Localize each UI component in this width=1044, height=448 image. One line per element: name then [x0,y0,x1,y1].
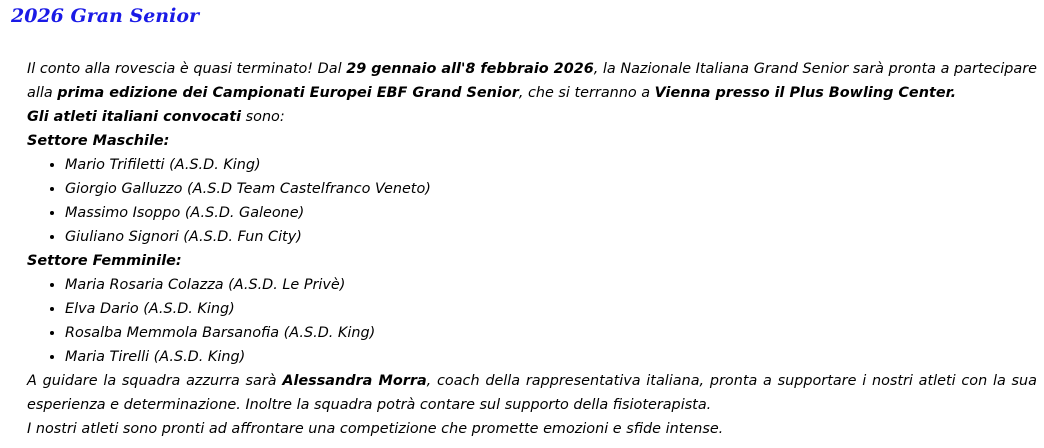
closing-paragraph [27,369,1037,417]
intro-text-1: Il conto alla rovescia è quasi terminato! Dal [27,61,347,77]
list-item: • Giorgio Galluzzo (A.S.D Team Castelfranco Veneto) [65,177,1037,201]
convocati-suffix: sono: [241,109,285,125]
male-athletes-list [27,153,1037,249]
female-athletes-list [27,273,1037,369]
list-item: • Mario Trifiletti (A.S.D. King) [65,153,1037,177]
list-item: • Maria Rosaria Colazza (A.S.D. Le Privè) [65,273,1037,297]
convocati-line [27,105,1037,129]
list-item: • Giuliano Signori (A.S.D. Fun City) [65,225,1037,249]
closing-text-1: A guidare la squadra azzurra sarà [27,373,283,389]
event-name: prima edizione dei Campionati Europei EBF Grand Senior [57,85,519,101]
convocati-label: Gli atleti italiani convocati [27,109,242,125]
female-section-heading: Settore Femminile: [27,253,182,269]
event-venue: Vienna presso il Plus Bowling Center. [654,85,957,101]
final-paragraph: I nostri atleti sono pronti ad affrontare una competizione che promette emozioni e sfide intense. [27,421,724,437]
article-body [27,57,1037,441]
male-section-heading: Settore Maschile: [27,133,170,149]
list-item: • Rosalba Memmola Barsanofia (A.S.D. King) [65,321,1037,345]
coach-name: Alessandra Morra [282,373,427,389]
list-item: • Massimo Isoppo (A.S.D. Galeone) [65,201,1037,225]
closing-text-2: , coach della rappresentativa italiana, pronta a supportare i nostri atleti con la sua esperienza e determinazione. Inoltre la squadra potrà contare sul supporto della fisioterapista. [27,373,1037,413]
intro-text-3: , che si terranno a [518,85,655,101]
intro-text-2: , la Nazionale Italiana Grand Senior sarà pronta a partecipare alla [27,61,1037,101]
event-dates: 29 gennaio all'8 febbraio 2026 [346,61,594,77]
list-item: • Maria Tirelli (A.S.D. King) [65,345,1037,369]
list-item: • Elva Dario (A.S.D. King) [65,297,1037,321]
intro-paragraph [27,57,1037,105]
page-title: 2026 Gran Senior [11,5,199,27]
